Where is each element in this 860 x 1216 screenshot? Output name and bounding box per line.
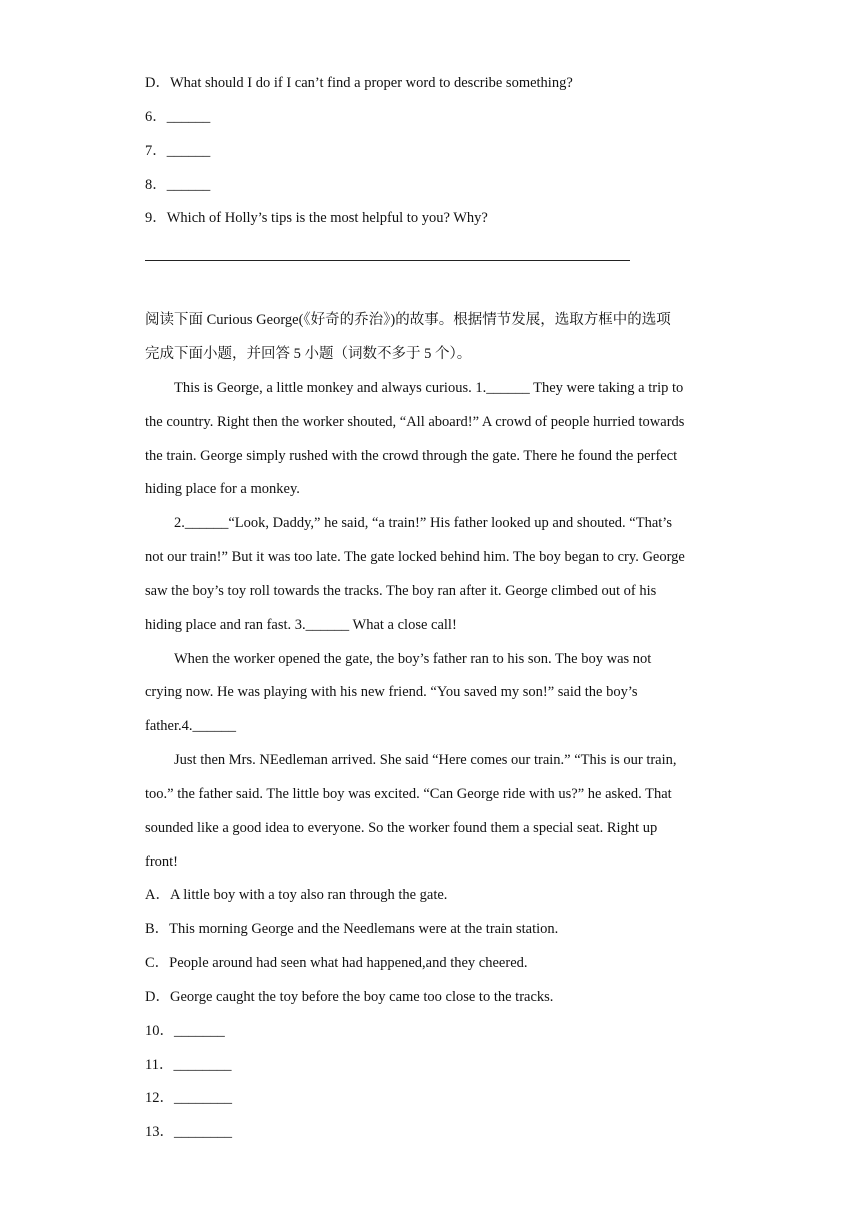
answer-line xyxy=(145,260,630,261)
passage-line: 2.______“Look, Daddy,” he said, “a train!” His father looked up and shouted. “That’s xyxy=(174,515,672,531)
passage-line: the country. Right then the worker shouted, “All aboard!” A crowd of people hurried towards xyxy=(145,414,685,430)
passage-line: hiding place for a monkey. xyxy=(145,481,300,497)
passage-line: hiding place and ran fast. 3.______ What a close call! xyxy=(145,617,457,633)
passage-line: not our train!” But it was too late. The gate locked behind him. The boy began to cry. George xyxy=(145,549,685,565)
passage-line: saw the boy’s toy roll towards the tracks. The boy ran after it. George climbed out of his xyxy=(145,583,657,599)
passage-line: When the worker opened the gate, the boy’s father ran to his son. The boy was not xyxy=(174,651,652,667)
option-c: C．People around had seen what had happened,and they cheered. xyxy=(145,955,528,971)
passage-line: the train. George simply rushed with the crowd through the gate. There he found the perfect xyxy=(145,448,678,464)
passage-line: too.” the father said. The little boy was excited. “Can George ride with us?” he asked. That xyxy=(145,786,672,802)
question-9: 9．Which of Holly’s tips is the most helpful to you? Why? xyxy=(145,210,488,226)
question-8: 8．______ xyxy=(145,177,211,193)
question-11: 11．________ xyxy=(145,1057,232,1073)
passage-line: sounded like a good idea to everyone. So the worker found them a special seat. Right up xyxy=(145,820,658,836)
passage-line: crying now. He was playing with his new friend. “You saved my son!” said the boy’s xyxy=(145,684,638,700)
passage-line: Just then Mrs. NEedleman arrived. She said “Here comes our train.” “This is our train, xyxy=(174,752,677,768)
intro-line: 完成下面小题，并回答 5 小题（词数不多于 5 个）。 xyxy=(145,346,472,362)
question-7: 7．______ xyxy=(145,143,211,159)
passage-line: front! xyxy=(145,854,179,870)
question-10: 10．_______ xyxy=(145,1023,225,1039)
option-d: D．George caught the toy before the boy came too close to the tracks. xyxy=(145,989,554,1005)
option-d: D．What should I do if I can’t find a proper word to describe something? xyxy=(145,75,573,91)
option-b: B．This morning George and the Needlemans were at the train station. xyxy=(145,921,559,937)
passage-line: This is George, a little monkey and always curious. 1.______ They were taking a trip to xyxy=(174,380,684,396)
intro-line: 阅读下面 Curious George(《好奇的乔治》)的故事。根据情节发展，选取方框中的选项 xyxy=(145,312,671,328)
question-6: 6．______ xyxy=(145,109,211,125)
question-12: 12．________ xyxy=(145,1090,232,1106)
passage-line: father.4.______ xyxy=(145,718,237,734)
question-13: 13．________ xyxy=(145,1124,232,1140)
option-a: A．A little boy with a toy also ran through the gate. xyxy=(145,887,448,903)
